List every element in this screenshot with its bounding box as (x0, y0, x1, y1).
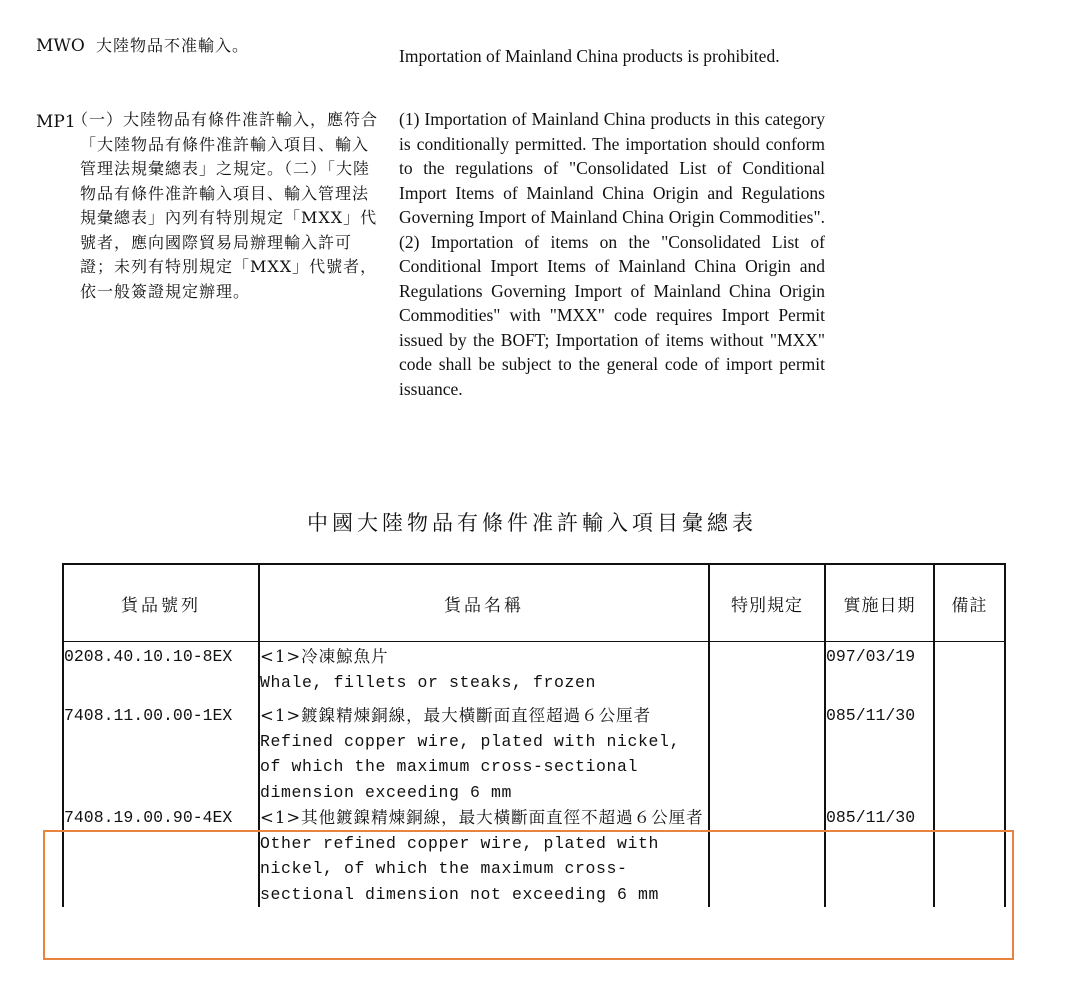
row-date: 097/03/19 (825, 642, 934, 696)
header-code: 貨品號列 (63, 564, 259, 642)
row-name-en: Refined copper wire, plated with nickel, of which the maximum cross-sectional dimension exceeding 6 mm (260, 731, 681, 802)
row-name (259, 703, 709, 805)
row-name-zh: <1>鍍鎳精煉銅線，最大橫斷面直徑超過６公厘者 (260, 706, 652, 725)
mwo-zh-text: 大陸物品不准輸入。 (96, 36, 250, 55)
row-date: 085/11/30 (825, 703, 934, 805)
row-date: 085/11/30 (825, 805, 934, 907)
table-header-row (63, 564, 1005, 642)
row-remark (934, 642, 1005, 696)
mwo-en-text: Importation of Mainland China products is prohibited. (399, 46, 780, 66)
header-remark: 備註 (934, 564, 1005, 642)
header-name: 貨品名稱 (259, 564, 709, 642)
table-row (63, 642, 1005, 696)
mp1-zh-text: （一）大陸物品有條件准許輸入，應符合「大陸物品有條件准許輸入項目、輸入管理法規彙總表」之規定。（二）「大陸物品有條件准許輸入項目、輸入管理法規彙總表」內列有特別規定「MXX」代號者，應向國際貿易局辦理輸入許可證；未列有特別規定「MXX」代號者，依一般簽證規定辦理。 (72, 110, 379, 301)
row-name-zh: <1>冷凍鯨魚片 (260, 647, 389, 666)
row-code: 7408.11.00.00-1EX (63, 703, 259, 805)
mp1-code: MP1 (36, 112, 76, 132)
table-row (63, 703, 1005, 805)
row-name (259, 642, 709, 696)
header-special: 特別規定 (709, 564, 825, 642)
row-special (709, 642, 825, 696)
row-remark (934, 703, 1005, 805)
row-name-zh: <1>其他鍍鎳精煉銅線，最大橫斷面直徑不超過６公厘者 (260, 808, 704, 827)
table-title: 中國大陸物品有條件准許輸入項目彙總表 (307, 511, 757, 535)
row-name (259, 805, 709, 907)
row-code: 7408.19.00.90-4EX (63, 805, 259, 907)
row-special (709, 703, 825, 805)
import-items-table (62, 563, 1006, 907)
table-row (63, 805, 1005, 907)
header-date: 實施日期 (825, 564, 934, 642)
row-code: 0208.40.10.10-8EX (63, 642, 259, 696)
mp1-en-text: (1) Importation of Mainland China products in this category is conditionally permitted. The importation should conform to the regulations of "Consolidated List of Conditional Import Items of Mainland China Origin and Regulations Governing Import of Mainland China Origin Commodities". (2) Importation of items on the "Consolidated List of Conditional Import Items of Mainland China Origin and Regulations Governing Import of Mainland China Origin Commodities" with "MXX" code requires Import Permit issued by the BOFT; Importation of items without "MXX" code shall be subject to the general code of import permit issuance. (399, 109, 825, 399)
row-special (709, 805, 825, 907)
row-remark (934, 805, 1005, 907)
row-name-en: Other refined copper wire, plated with nickel, of which the maximum cross-sectional dimension not exceeding 6 mm (260, 833, 660, 904)
mwo-code: MWO (36, 36, 85, 56)
row-name-en: Whale, fillets or steaks, frozen (260, 672, 597, 692)
